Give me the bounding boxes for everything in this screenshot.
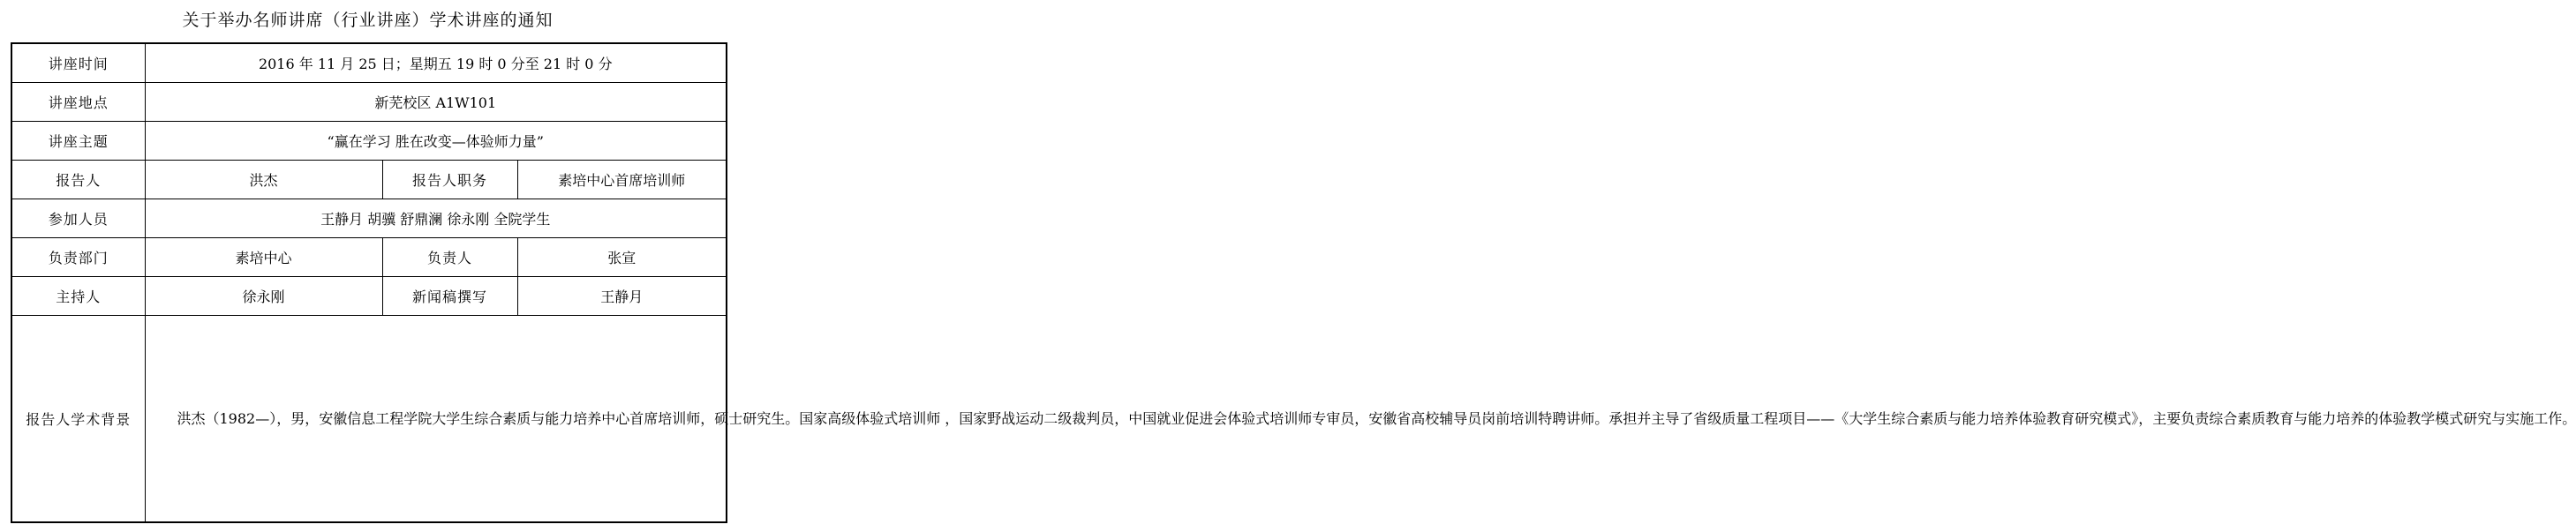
value-topic: “赢在学习 胜在改变—体验师力量” [145, 121, 727, 160]
value-person-in-charge: 张宣 [517, 237, 727, 276]
label-department: 负责部门 [11, 237, 145, 276]
value-participants: 王静月 胡骥 舒鼎澜 徐永刚 全院学生 [145, 199, 727, 237]
value-department: 素培中心 [145, 237, 382, 276]
value-news-writer: 王静月 [517, 276, 727, 315]
value-speaker: 洪杰 [145, 160, 382, 199]
label-participants: 参加人员 [11, 199, 145, 237]
row-place [11, 82, 727, 121]
row-background [11, 315, 727, 522]
page-title: 关于举办名师讲席（行业讲座）学术讲座的通知 [182, 11, 554, 30]
value-background [145, 315, 2576, 522]
row-department [11, 237, 727, 276]
notice-table [11, 42, 2576, 523]
row-participants [11, 199, 727, 237]
row-topic [11, 121, 727, 160]
row-speaker [11, 160, 727, 199]
row-host [11, 276, 727, 315]
value-speaker-title: 素培中心首席培训师 [517, 160, 727, 199]
label-time: 讲座时间 [11, 43, 145, 82]
label-news-writer: 新闻稿撰写 [382, 276, 517, 315]
label-speaker-title: 报告人职务 [382, 160, 517, 199]
label-host: 主持人 [11, 276, 145, 315]
value-time: 2016 年 11 月 25 日；星期五 19 时 0 分至 21 时 0 分 [145, 43, 727, 82]
label-person-in-charge: 负责人 [382, 237, 517, 276]
label-speaker: 报告人 [11, 160, 145, 199]
label-background: 报告人学术背景 [11, 315, 145, 522]
row-time [11, 43, 727, 82]
label-topic: 讲座主题 [11, 121, 145, 160]
label-place: 讲座地点 [11, 82, 145, 121]
background-paragraph: 洪杰（1982—），男，安徽信息工程学院大学生综合素质与能力培养中心首席培训师，硕士研究生。国家高级体验式培训师 ，国家野战运动二级裁判员，中国就业促进会体验式培训师专审员，安徽省高校辅导员岗前培训特聘讲师。承担并主导了省级质量工程项目——《大学生综合素质与能力培养体验教育研究模式》，主要负责综合素质教育与能力培养的体验教学模式研究与实施工作。 [177, 409, 2576, 427]
value-host: 徐永刚 [145, 276, 382, 315]
value-place: 新芜校区 A1W101 [145, 82, 727, 121]
